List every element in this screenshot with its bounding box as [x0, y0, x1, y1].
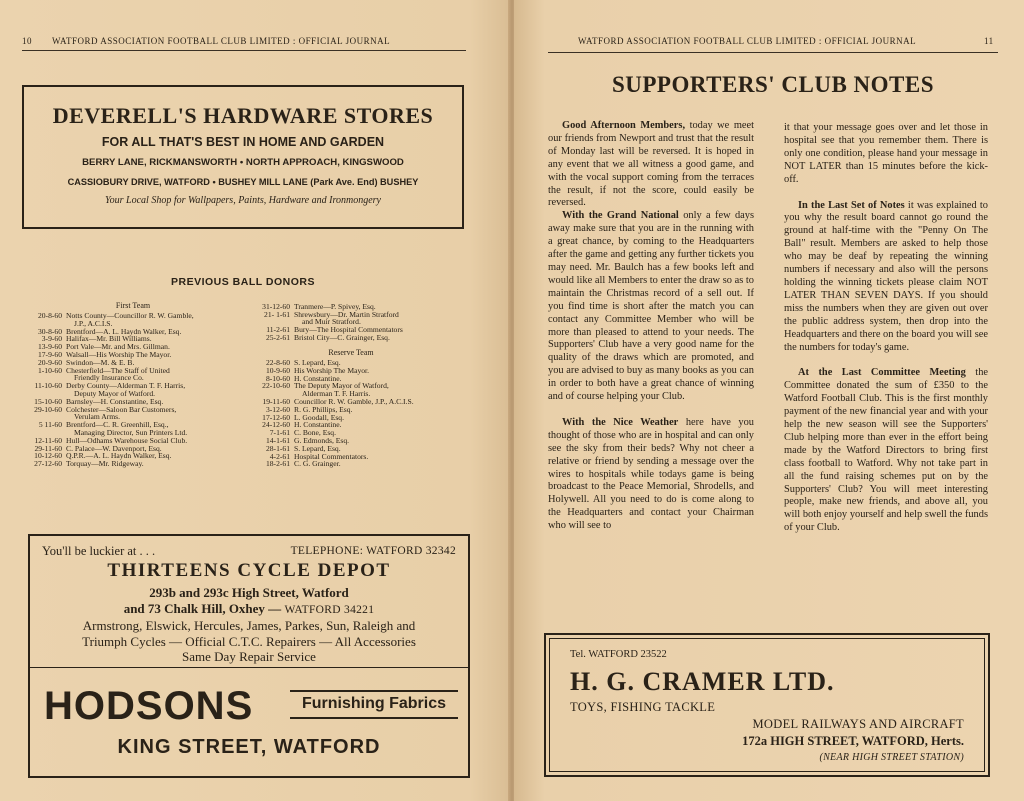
- donor-name-continued: Friendly Insurance Co.: [74, 373, 144, 383]
- thirteens-phone: TELEPHONE: WATFORD 32342: [290, 545, 456, 557]
- deverell-ad: [22, 85, 464, 229]
- donor-name: Bristol City—C. Grainger, Esq.: [294, 333, 390, 343]
- notes-paragraph: [548, 417, 754, 533]
- thirteens-address-1: 293b and 293c High Street, Watford: [149, 585, 349, 600]
- paragraph-text: today we meet our friends from Newport and trust that the result of Monday last will be reversed. It is hoped in any event that we all witness a good game, and with the vocal support coming from the terraces the result, if not the score, could easily be reversed.: [548, 120, 755, 209]
- cycle-and-fabrics-ad: [28, 534, 470, 778]
- cramer-line-1: TOYS, FISHING TACKLE: [570, 700, 716, 714]
- donor-date: 5 11-60: [38, 420, 62, 430]
- donor-date: 8-10-60: [265, 373, 290, 383]
- donor-date: 22-10-60: [262, 381, 290, 391]
- thirteens-address-2b: WATFORD 34221: [284, 604, 375, 616]
- page-number-left: 10: [22, 36, 32, 46]
- donor-date: 24-12-60: [262, 420, 290, 430]
- notes-paragraph: [548, 120, 754, 210]
- donor-date: 19-11-60: [262, 397, 290, 406]
- thirteens-brands-1: Armstrong, Elswick, Hercules, James, Parkes, Sun, Raleigh and: [82, 618, 416, 633]
- donor-name: Walsall—His Worship The Mayor.: [66, 350, 172, 359]
- donor-date: 30-8-60: [37, 326, 62, 336]
- donor-name: Shrewsbury—Dr. Martin Stratford: [294, 309, 399, 319]
- donor-name: Hull—Odhams Warehouse Social Club.: [66, 435, 188, 445]
- donor-entry: [252, 382, 389, 397]
- donor-date: 1-10-60: [37, 365, 62, 375]
- header-rule-right: [548, 52, 998, 53]
- donor-entry: [22, 460, 144, 468]
- paragraph-lead: Good Afternoon Members,: [562, 120, 686, 131]
- donor-name: Halifax—Mr. Bill Williams.: [66, 334, 152, 344]
- thirteens-repair: Same Day Repair Service: [182, 649, 316, 664]
- donor-name: H. Constantine.: [294, 420, 342, 430]
- donor-date: 7-1-61: [269, 428, 290, 438]
- paragraph-lead: With the Nice Weather: [562, 416, 679, 428]
- paragraph-text: only a few days away make sure that you are in the running with a great chance, by coming to the Headquarters after the game and getting any further tickets you may need. Mr. Baulch has a few books left and would like all Members to enter the draw so as to maintain the Christmas record of a sell out. If you find time is short after the match you can contact any Committee Member who will be more than pleased to attend to your needs. The Supporters' Club have a very good name for the quality of the draws which are promoted, and you are advised to buy as many books as you can in order to both have a great chance of winning and of course helping your Club.: [548, 210, 754, 403]
- paragraph-text: the Committee donated the sum of £350 to the Watford Football Club. This is the first monthly payment of the new financial year and with your help the new season will see the Supporters' Club helping more than ever in the effort being made by the Watford Directors to bring first class football to Watford. Why not take part in all the fund raising schemes put on by the Supporters' Club? You will meet interesting people, make new friends, and above all, you will both enjoy yourself and help swell the funds of your Club.: [784, 367, 988, 534]
- donor-name: Chesterfield—The Staff of United: [66, 365, 170, 375]
- notes-column-2: [784, 122, 988, 535]
- donor-date: 11-2-61: [266, 325, 290, 335]
- donor-date: 3-12-60: [265, 404, 290, 414]
- donor-date: 29-10-60: [34, 404, 62, 414]
- donor-name: Port Vale—Mr. and Mrs. Gillman.: [66, 342, 170, 352]
- thirteens-name: THIRTEENS CYCLE DEPOT: [107, 560, 391, 581]
- donor-name: G. Edmonds, Esq.: [294, 436, 350, 445]
- donor-name-continued: Deputy Mayor of Watford.: [74, 388, 156, 398]
- donor-name-continued: Managing Director, Sun Printers Ltd.: [74, 427, 188, 437]
- thirteens-brands-2: Triumph Cycles — Official C.T.C. Repairers — All Accessories: [82, 634, 416, 649]
- donor-entry: [22, 421, 187, 436]
- cramer-tel: Tel. WATFORD 23522: [570, 649, 667, 660]
- donor-date: 29-11-60: [34, 443, 62, 453]
- donor-name-continued: Alderman T. F. Harris.: [302, 388, 371, 398]
- donor-name: Bury—The Hospital Commentators: [294, 325, 403, 335]
- running-head-right: WATFORD ASSOCIATION FOOTBALL CLUB LIMITED : OFFICIAL JOURNAL: [578, 36, 917, 46]
- cramer-line-2: MODEL RAILWAYS AND AIRCRAFT: [752, 717, 964, 731]
- donor-entry: [252, 334, 390, 342]
- donor-name: L. Goodall, Esq.: [294, 412, 344, 422]
- donor-name: C. Palace—W. Davenport, Esq.: [66, 443, 162, 453]
- donor-date: 10-12-60: [34, 451, 62, 461]
- thirteens-lead: You'll be luckier at . . .: [42, 544, 156, 558]
- paragraph-lead: At the Last Committee Meeting: [798, 367, 966, 379]
- donor-name: Councillor R. W. Gamble, J.P., A.C.I.S.: [294, 397, 414, 406]
- cramer-ad-inner: [549, 638, 985, 772]
- donor-date: 25-2-61: [265, 333, 290, 343]
- donor-name: Brentford—A. L. Haydn Walker, Esq.: [66, 326, 182, 336]
- cramer-line-3: 172a HIGH STREET, WATFORD, Herts.: [742, 734, 964, 748]
- donor-name: C. G. Grainger.: [294, 459, 341, 469]
- donor-entry: [252, 460, 341, 468]
- donor-date: 18-2-61: [265, 459, 290, 469]
- deverell-title: DEVERELL'S HARDWARE STORES: [52, 103, 434, 128]
- donor-date: 15-10-60: [34, 396, 62, 406]
- donor-entry: [22, 382, 185, 397]
- hodsons-subtitle: Furnishing Fabrics: [301, 695, 446, 712]
- donor-name-continued: J.P., A.C.I.S.: [74, 318, 113, 328]
- reserve-team-heading: Reserve Team: [328, 348, 374, 357]
- donor-date: 31-12-60: [262, 302, 290, 311]
- donor-name: Q.P.R.—A. L. Haydn Walker, Esq.: [66, 451, 172, 461]
- notes-paragraph: [548, 210, 754, 404]
- donor-entry: [22, 367, 170, 382]
- donor-date: 4-2-61: [269, 451, 290, 461]
- donor-date: 22-8-60: [265, 358, 290, 367]
- donor-name: The Deputy Mayor of Watford,: [294, 381, 389, 391]
- header-rule-left: [22, 50, 466, 51]
- page-number-right: 11: [984, 36, 994, 46]
- donor-name: C. Bone, Esq.: [294, 428, 336, 438]
- notes-paragraph: [784, 200, 988, 355]
- donor-name: Tranmere—P. Spivey, Esq.: [294, 302, 376, 311]
- cramer-name: H. G. CRAMER LTD.: [570, 667, 835, 696]
- donor-date: 10-9-60: [265, 365, 290, 375]
- donor-name: Swindon—M. & E. B.: [66, 357, 135, 367]
- donor-date: 27-12-60: [34, 459, 62, 469]
- running-head-left: WATFORD ASSOCIATION FOOTBALL CLUB LIMITED : OFFICIAL JOURNAL: [52, 36, 391, 46]
- hodsons-rule-top: [290, 690, 458, 692]
- donor-entry: [22, 312, 194, 327]
- donor-name: His Worship The Mayor.: [294, 365, 370, 375]
- donor-name: Derby County—Alderman T. F. Harris,: [66, 381, 186, 391]
- notes-column-1: [548, 120, 754, 533]
- donor-entry: [252, 311, 399, 326]
- donor-date: 17-12-60: [262, 412, 290, 422]
- notes-paragraph: [784, 367, 988, 535]
- thirteens-address-2: [30, 601, 468, 617]
- donor-date: 14-1-61: [265, 436, 290, 445]
- donor-name: S. Lepard, Esq.: [294, 443, 341, 453]
- donor-date: 12-11-60: [34, 435, 62, 445]
- donor-date: 28-1-61: [265, 443, 290, 453]
- donor-name: Hospital Commentators.: [294, 451, 369, 461]
- cramer-ad: [544, 633, 990, 777]
- donor-date: 11-10-60: [34, 381, 62, 391]
- donor-name: Barnsley—H. Constantine, Esq.: [66, 396, 164, 406]
- donor-name: Colchester—Saloon Bar Customers,: [66, 404, 177, 414]
- donor-date: 20-9-60: [37, 357, 62, 367]
- paragraph-lead: With the Grand National: [562, 210, 679, 222]
- donor-date: 3-9-60: [41, 334, 62, 344]
- donor-name: R. G. Phillips, Esq.: [294, 404, 353, 414]
- hodsons-name: HODSONS: [44, 684, 254, 728]
- donor-name: Notts County—Councillor R. W. Gamble,: [66, 311, 194, 320]
- deverell-tagline: FOR ALL THAT'S BEST IN HOME AND GARDEN: [101, 135, 385, 149]
- deverell-slogan: Your Local Shop for Wallpapers, Paints, Hardware and Ironmongery: [105, 195, 381, 206]
- hodsons-street: KING STREET, WATFORD: [117, 736, 381, 758]
- donor-date: 20-8-60: [37, 311, 62, 320]
- deverell-address-1: BERRY LANE, RICKMANSWORTH • NORTH APPROACH, KINGSWOOD: [82, 157, 404, 168]
- notes-paragraph: [784, 122, 988, 187]
- thirteens-address-2a: and 73 Chalk Hill, Oxhey —: [123, 601, 285, 616]
- first-team-heading: First Team: [115, 301, 151, 310]
- paragraph-text: it that your message goes over and let those in hospital see that you remember them. There is only one condition, please hand your message in NOT LATER than 15 minutes before the kick-off.: [784, 122, 988, 185]
- donor-name: Brentford—C. R. Greenhill, Esq.,: [66, 420, 169, 430]
- hodsons-rule-bottom: [290, 717, 458, 719]
- deverell-address-2: CASSIOBURY DRIVE, WATFORD • BUSHEY MILL LANE (Park Ave. End) BUSHEY: [67, 177, 419, 187]
- paragraph-text: here have you thought of those who are in hospital and can only see the sky from their beds? Why not cheer a relative or friend by sending a message over the wires to hospitals while todays game is being broadcast to the Peace Memorial, Shrodells, and Holywell. All you need to do is come along to the Headquarters and contact your Chairman who will see to: [548, 416, 754, 532]
- donor-name-continued: and Muir Stratford.: [302, 317, 361, 327]
- donor-date: 13-9-60: [37, 342, 62, 352]
- donor-date: 17-9-60: [37, 350, 62, 359]
- ad-divider: [30, 667, 468, 668]
- paragraph-text: it was explained to you why the result board cannot go round the ground at half-time with the "Penny On The Ball" result. Members are asked to help those who may be deaf by repeating the winning numbers if necessary and also will the persons holding the winning tickets please claim NOT LATER THAN SEVEN DAYS. If you should miss the numbers when they are given out over the public address system, then drop into the Headquarters and there on the board you will see the numbers for today's game.: [784, 199, 988, 353]
- left-page: [0, 0, 510, 801]
- donor-date: 21- 1-61: [264, 309, 290, 319]
- donors-heading: PREVIOUS BALL DONORS: [171, 276, 315, 288]
- donor-name-continued: Verulam Arms.: [74, 412, 120, 422]
- donor-name: Torquay—Mr. Ridgeway.: [66, 459, 144, 469]
- paragraph-lead: In the Last Set of Notes: [798, 199, 905, 211]
- donor-name: H. Constantine.: [294, 373, 342, 383]
- notes-title: SUPPORTERS' CLUB NOTES: [611, 72, 935, 97]
- donor-name: S. Lepard, Esq.: [294, 358, 341, 367]
- right-page: [514, 0, 1024, 801]
- cramer-line-4: (NEAR HIGH STREET STATION): [819, 752, 964, 763]
- donor-entry: [22, 406, 176, 421]
